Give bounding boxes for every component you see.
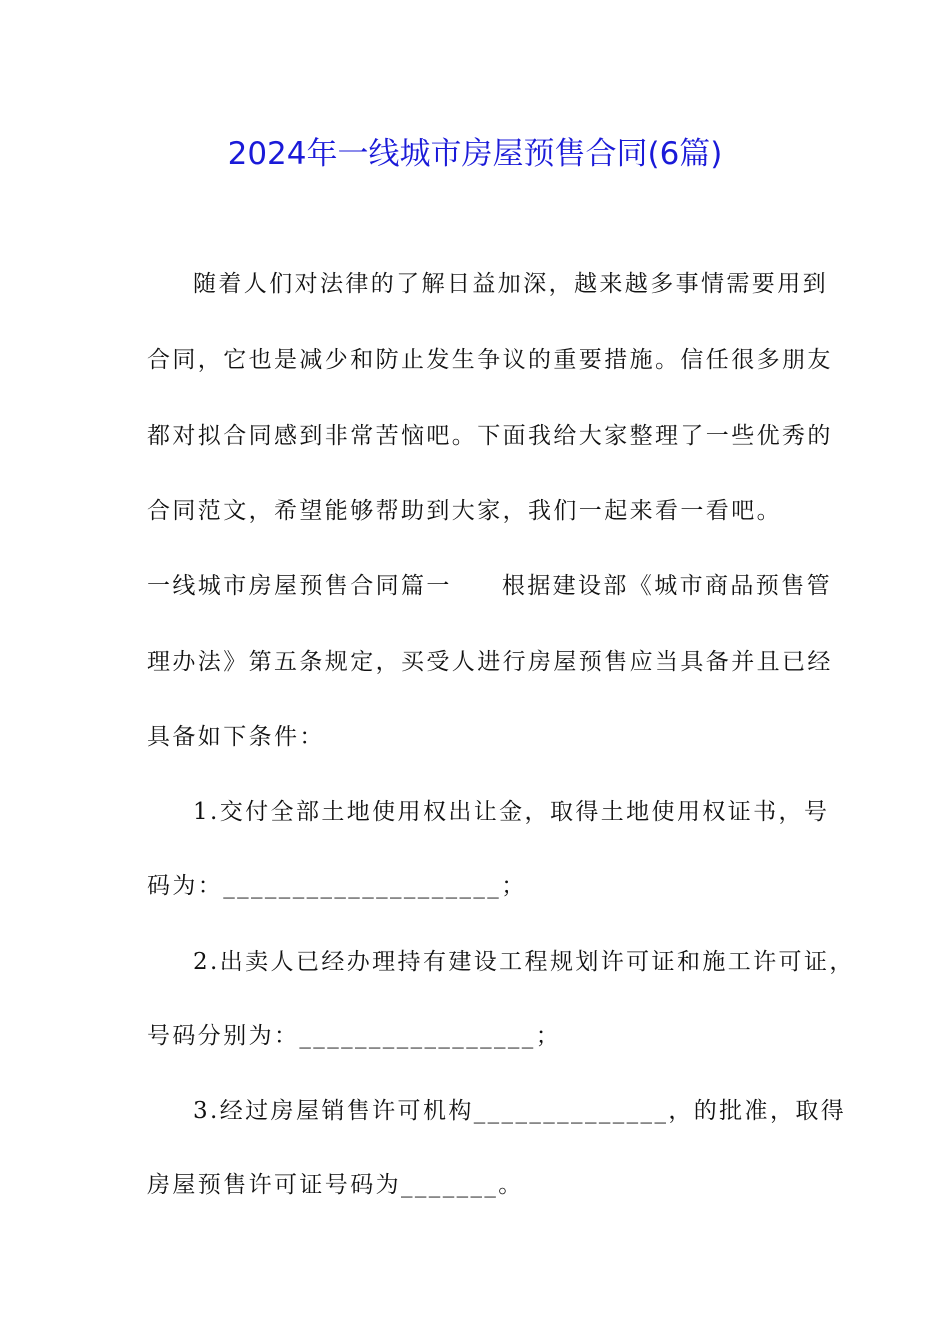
section-line-3: 具备如下条件：	[147, 724, 325, 750]
section-text-start: 根据建设部《城市商品预售管	[501, 573, 833, 599]
page-title: 2024年一线城市房屋预售合同(6篇)	[227, 136, 723, 172]
condition-2-line-2: 号码分别为：_________________；	[147, 1023, 562, 1049]
section-line-2: 理办法》第五条规定，买受人进行房屋预售应当具备并且已经	[147, 649, 833, 675]
intro-line-4: 合同范文，希望能够帮助到大家，我们一起来看一看吧。	[147, 498, 782, 524]
intro-line-3: 都对拟合同感到非常苦恼吧。下面我给大家整理了一些优秀的	[147, 423, 833, 449]
condition-3-line-1: 3.经过房屋销售许可机构______________，的批准，取得	[193, 1098, 847, 1124]
condition-2-line-1: 2.出卖人已经办理持有建设工程规划许可证和施工许可证，	[193, 949, 855, 975]
condition-1-line-2: 码为：____________________；	[147, 873, 527, 899]
section-heading: 一线城市房屋预售合同篇一	[147, 573, 452, 599]
intro-line-2: 合同，它也是减少和防止发生争议的重要措施。信任很多朋友	[147, 347, 833, 373]
condition-1-line-1: 1.交付全部土地使用权出让金，取得土地使用权证书，号	[193, 799, 830, 825]
intro-line-1: 随着人们对法律的了解日益加深，越来越多事情需要用到	[193, 271, 828, 297]
section-line-1	[147, 568, 833, 604]
condition-3-line-2: 房屋预售许可证号码为_______。	[147, 1172, 524, 1198]
